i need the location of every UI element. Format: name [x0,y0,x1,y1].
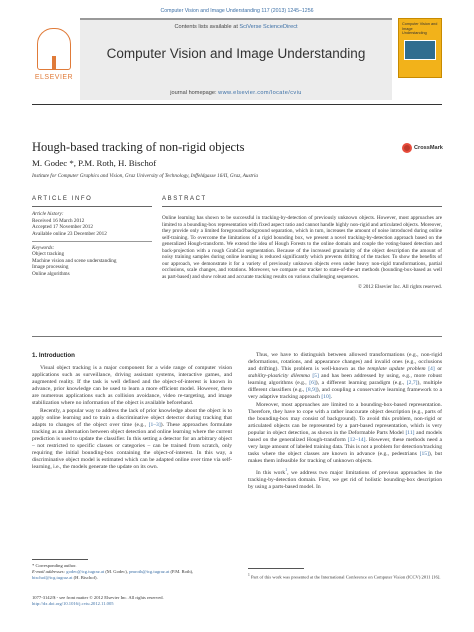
journal-homepage: journal homepage: www.elsevier.com/locate/cviu [170,90,302,96]
keywords: Keywords: Object tracking Machine vision and scene understanding Image processing Online algorithms [32,245,152,278]
citation-link[interactable]: [1–3] [148,422,161,428]
paragraph: Recently, a popular way to address the lack of prior knowledge about the object is to apply online learning and to train a discriminative object detector during tracking that adapts to changes of the object over time (e.g., [1–3]). These approaches formulate tracking as an alternation between object detection and online learning where the current prediction is used to update the classifier. In this setting a detector for an arbitrary object – not restricted to specific classes or categories – can be trained from scratch, only requiring the initial bounding-box containing the object-of-interest. In this way, a discriminative object model is estimated which can be adapted online over time via self-learning, i.e., the models generate the update on its own. [32,408,232,470]
body-column-left [32,352,232,472]
homepage-link[interactable]: www.elsevier.com/locate/cviu [218,90,302,96]
email-link[interactable]: godec@icg.tugraz.at [66,568,105,574]
journal-cover-thumbnail[interactable] [398,18,442,78]
sciencedirect-link[interactable]: SciVerse ScienceDirect [239,24,298,30]
abstract-heading: ABSTRACT [162,196,442,207]
masthead-rule [32,104,442,105]
body-column-right [248,352,442,492]
journal-citation[interactable]: Computer Vision and Image Understanding 117 (2013) 1245–1256 [160,8,314,14]
citation-link[interactable]: [15] [419,451,429,457]
bottom-meta [32,595,232,607]
journal-banner [80,18,392,100]
keywords-divider [32,241,152,242]
footnote-marker[interactable]: 1 [285,467,288,472]
crossmark-icon [402,143,412,153]
elsevier-logo[interactable] [32,20,76,98]
footnote-rule [32,559,88,560]
keyword-item: Machine vision and scene understanding [32,257,117,264]
footnote-rule [248,568,304,569]
cover-title: Computer Vision and Image Understanding [402,22,438,36]
footnote-1: $^1$ Part of this work was presented at the International Conference on Computer Vision (ICCV) 2011 [16]. [248,572,441,580]
section-heading: 1. Introduction [32,352,75,359]
history-received: Received 16 March 2012 [32,217,85,224]
footnotes-right [248,568,442,580]
keyword-item: Online algorithms [32,270,70,277]
journal-title: Computer Vision and Image Understanding [106,46,366,61]
abstract-panel [162,196,442,290]
paragraph: In this work$^1$, we address two major limitations of previous approaches in the tracking-by-detection domain. First, we get rid of holistic bounding-box description by using a parts-based model. In [248,467,442,490]
citation-link[interactable]: [11] [405,430,415,436]
citation-link[interactable]: [12–14] [347,437,366,443]
paragraph: Visual object tracking is a major component for a wide range of computer vision applications such as surveillance, driving assistant systems, interactive games, and augmented reality. If the task is well defined and the object-of-interest is known in advance, prior knowledge can be used to learn a more efficient model. However, there are numerous applications such as collision avoidance, video re-targeting, and image stabilization where no information of the object is available beforehand. [32,365,232,406]
citation-link[interactable]: [4] [428,366,435,372]
article-info-panel [32,196,152,277]
history-accepted: Accepted 17 November 2012 [32,224,93,230]
citation-link[interactable]: [10] [321,394,331,400]
article-history: Article history: Received 16 March 2012 Accepted 17 November 2012 Available online 23 December 2012 [32,211,152,237]
paper-title: Hough-based tracking of non-rigid objects [32,140,245,154]
journal-masthead [32,18,442,100]
elsevier-tree-icon [37,28,71,70]
corresponding-author-note: * Corresponding author. [32,562,77,568]
citation-link[interactable]: [5] [312,373,319,379]
footnotes-left [32,559,232,581]
abstract-text: Online learning has shown to be successful in tracking-by-detection of previously unknown objects. However, most approaches are limited to a bounding-box representation with fixed aspect ratio and cannot handle highly non-rigid and articulated objects. Moreover, they provide only a limited foreground/background separation, which in turn, increases the amount of noise introduced during online self-training. To overcome the limitations of a rigid bounding box, we present a novel tracking-by-detection approach based on the generalized Hough-transform. We extend the idea of Hough Forests to the online domain and couple the voting-based detection and back-projection with a rough GrabCut segmentation. Because of the increased granularity of the object description the amount of noisy training samples during online learning is reduced significantly which prevents drifting of the tracker. To show the benefits of our approach, we demonstrate it for a variety of previously unknown objects even under heavy non-rigid transformations, partial occlusions, scale changes, and rotations. Moreover, we compare our tracker to state-of-the-art methods (bounding-box-based as well as part-based) and show robust and accurate tracking results on various challenging sequences. [162,215,442,280]
email-link[interactable]: bischof@icg.tugraz.at [32,574,73,580]
crossmark-badge[interactable]: CrossMark [402,143,443,153]
author-list: M. Godec *, P.M. Roth, H. Bischof [32,158,157,168]
email-note: E-mail addresses: godec@icg.tugraz.at (M. Godec), pmroth@icg.tugraz.at (P.M. Roth), bischof@icg.tugraz.at (H. Bischof). [32,568,194,580]
publisher-name: ELSEVIER [34,74,74,81]
keyword-item: Image processing [32,264,69,271]
abstract-rule [32,336,442,337]
article-info-heading: ARTICLE INFO [32,196,152,207]
issn-line: 1077-3142/$ - see front matter © 2012 Elsevier Inc. All rights reserved. [32,595,164,600]
citation-link[interactable]: [2,7] [406,380,418,386]
citation-link[interactable]: [6] [309,380,316,386]
keyword-item: Object tracking [32,251,65,258]
affiliation: Institute for Computer Graphics and Vision, Graz University of Technology, Inffeldgasse 16/II, Graz, Austria [32,173,258,179]
cover-image [404,40,436,60]
abstract-copyright: © 2012 Elsevier Inc. All rights reserved. [357,284,442,290]
contents-line: Contents lists available at SciVerse ScienceDirect [174,24,298,30]
email-link[interactable]: pmroth@icg.tugraz.at [129,568,170,574]
paragraph: Moreover, most approaches are limited to a bounding-box-based representation. Therefore, they have to cope with a rather inaccurate object description (e.g., parts of the bounding-box may consist of background). To avoid this problem, non-rigid or articulated objects can be represented by a part-based representation, which is very popular in object detection, as shown in the Deformable Parts Model [11] and models based on the generalized Hough-transform [12–14]. However, these methods need a very large amount of labeled training data. This is not a problem for detection/tracking tasks where the object classes are known in advance (e.g., pedestrians [15]), but makes them infeasible for tracking of unknown objects. [248,402,443,464]
citation-link[interactable]: [8,9] [306,387,317,393]
history-online: Available online 23 December 2012 [32,230,107,237]
doi-link[interactable]: http://dx.doi.org/10.1016/j.cviu.2012.11.005 [32,601,114,606]
paragraph: Thus, we have to distinguish between allowed transformations (e.g., non-rigid deformations, rotations, and appearance changes) and invalid ones (e.g., occlusions and drifting). This problem is well-known as the template update problem [4] or stability-plasticity dilemma [5] and has been addressed by using, e.g., more robust learning algorithms (e.g., [6]), a different learning paradigm (e.g., [2,7]), multiple different classifiers (e.g., [8,9]), and coupling a conservative learning framework to a very adaptive tracking approach [10]. [248,352,442,400]
